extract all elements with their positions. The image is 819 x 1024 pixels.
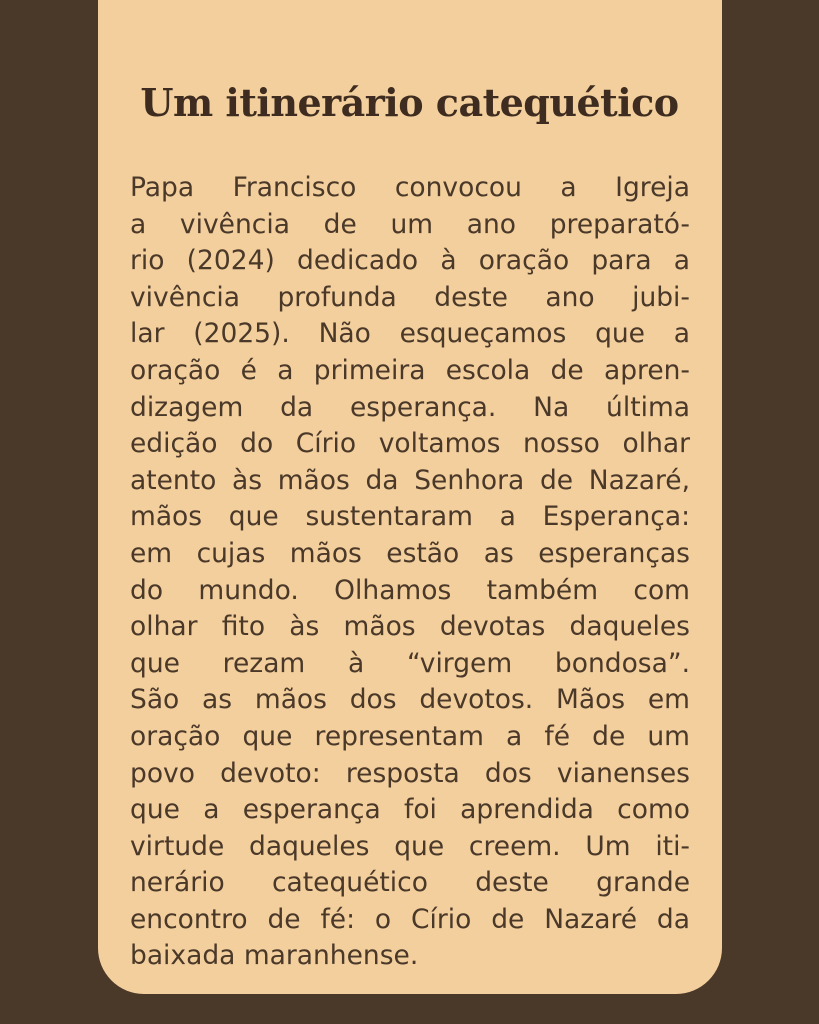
page-title: Um itinerário catequético: [140, 80, 679, 125]
body-line: que rezam à “virgem bondosa”.: [130, 647, 690, 679]
body-line: encontro de fé: o Círio de Nazaré da: [130, 903, 690, 935]
body-line: a vivência de um ano preparató-: [130, 208, 690, 240]
body-line: virtude daqueles que creem. Um iti-: [130, 830, 690, 862]
body-line: rio (2024) dedicado à oração para a: [130, 245, 690, 277]
body-line: lar (2025). Não esqueçamos que a: [130, 318, 690, 350]
body-line: em cujas mãos estão as esperanças: [130, 537, 690, 569]
body-line: edição do Círio voltamos nosso olhar: [130, 428, 690, 460]
body-line: mãos que sustentaram a Esperança:: [130, 501, 690, 533]
body-text: [130, 170, 690, 975]
body-line: dizagem da esperança. Na última: [130, 391, 690, 423]
body-line: oração que representam a fé de um: [130, 720, 690, 752]
body-line: povo devoto: resposta dos vianenses: [130, 757, 690, 789]
body-line: nerário catequético deste grande: [130, 867, 690, 899]
body-line: oração é a primeira escola de apren-: [130, 354, 690, 386]
body-line: vivência profunda deste ano jubi-: [130, 281, 690, 313]
body-line: do mundo. Olhamos também com: [130, 574, 690, 606]
body-line: olhar fito às mãos devotas daqueles: [130, 611, 690, 643]
body-line: São as mãos dos devotos. Mãos em: [130, 684, 690, 716]
body-line: Papa Francisco convocou a Igreja: [130, 172, 690, 203]
body-line: baixada maranhense.: [130, 940, 419, 972]
body-line: que a esperança foi aprendida como: [130, 794, 690, 826]
body-line: atento às mãos da Senhora de Nazaré,: [130, 464, 690, 496]
